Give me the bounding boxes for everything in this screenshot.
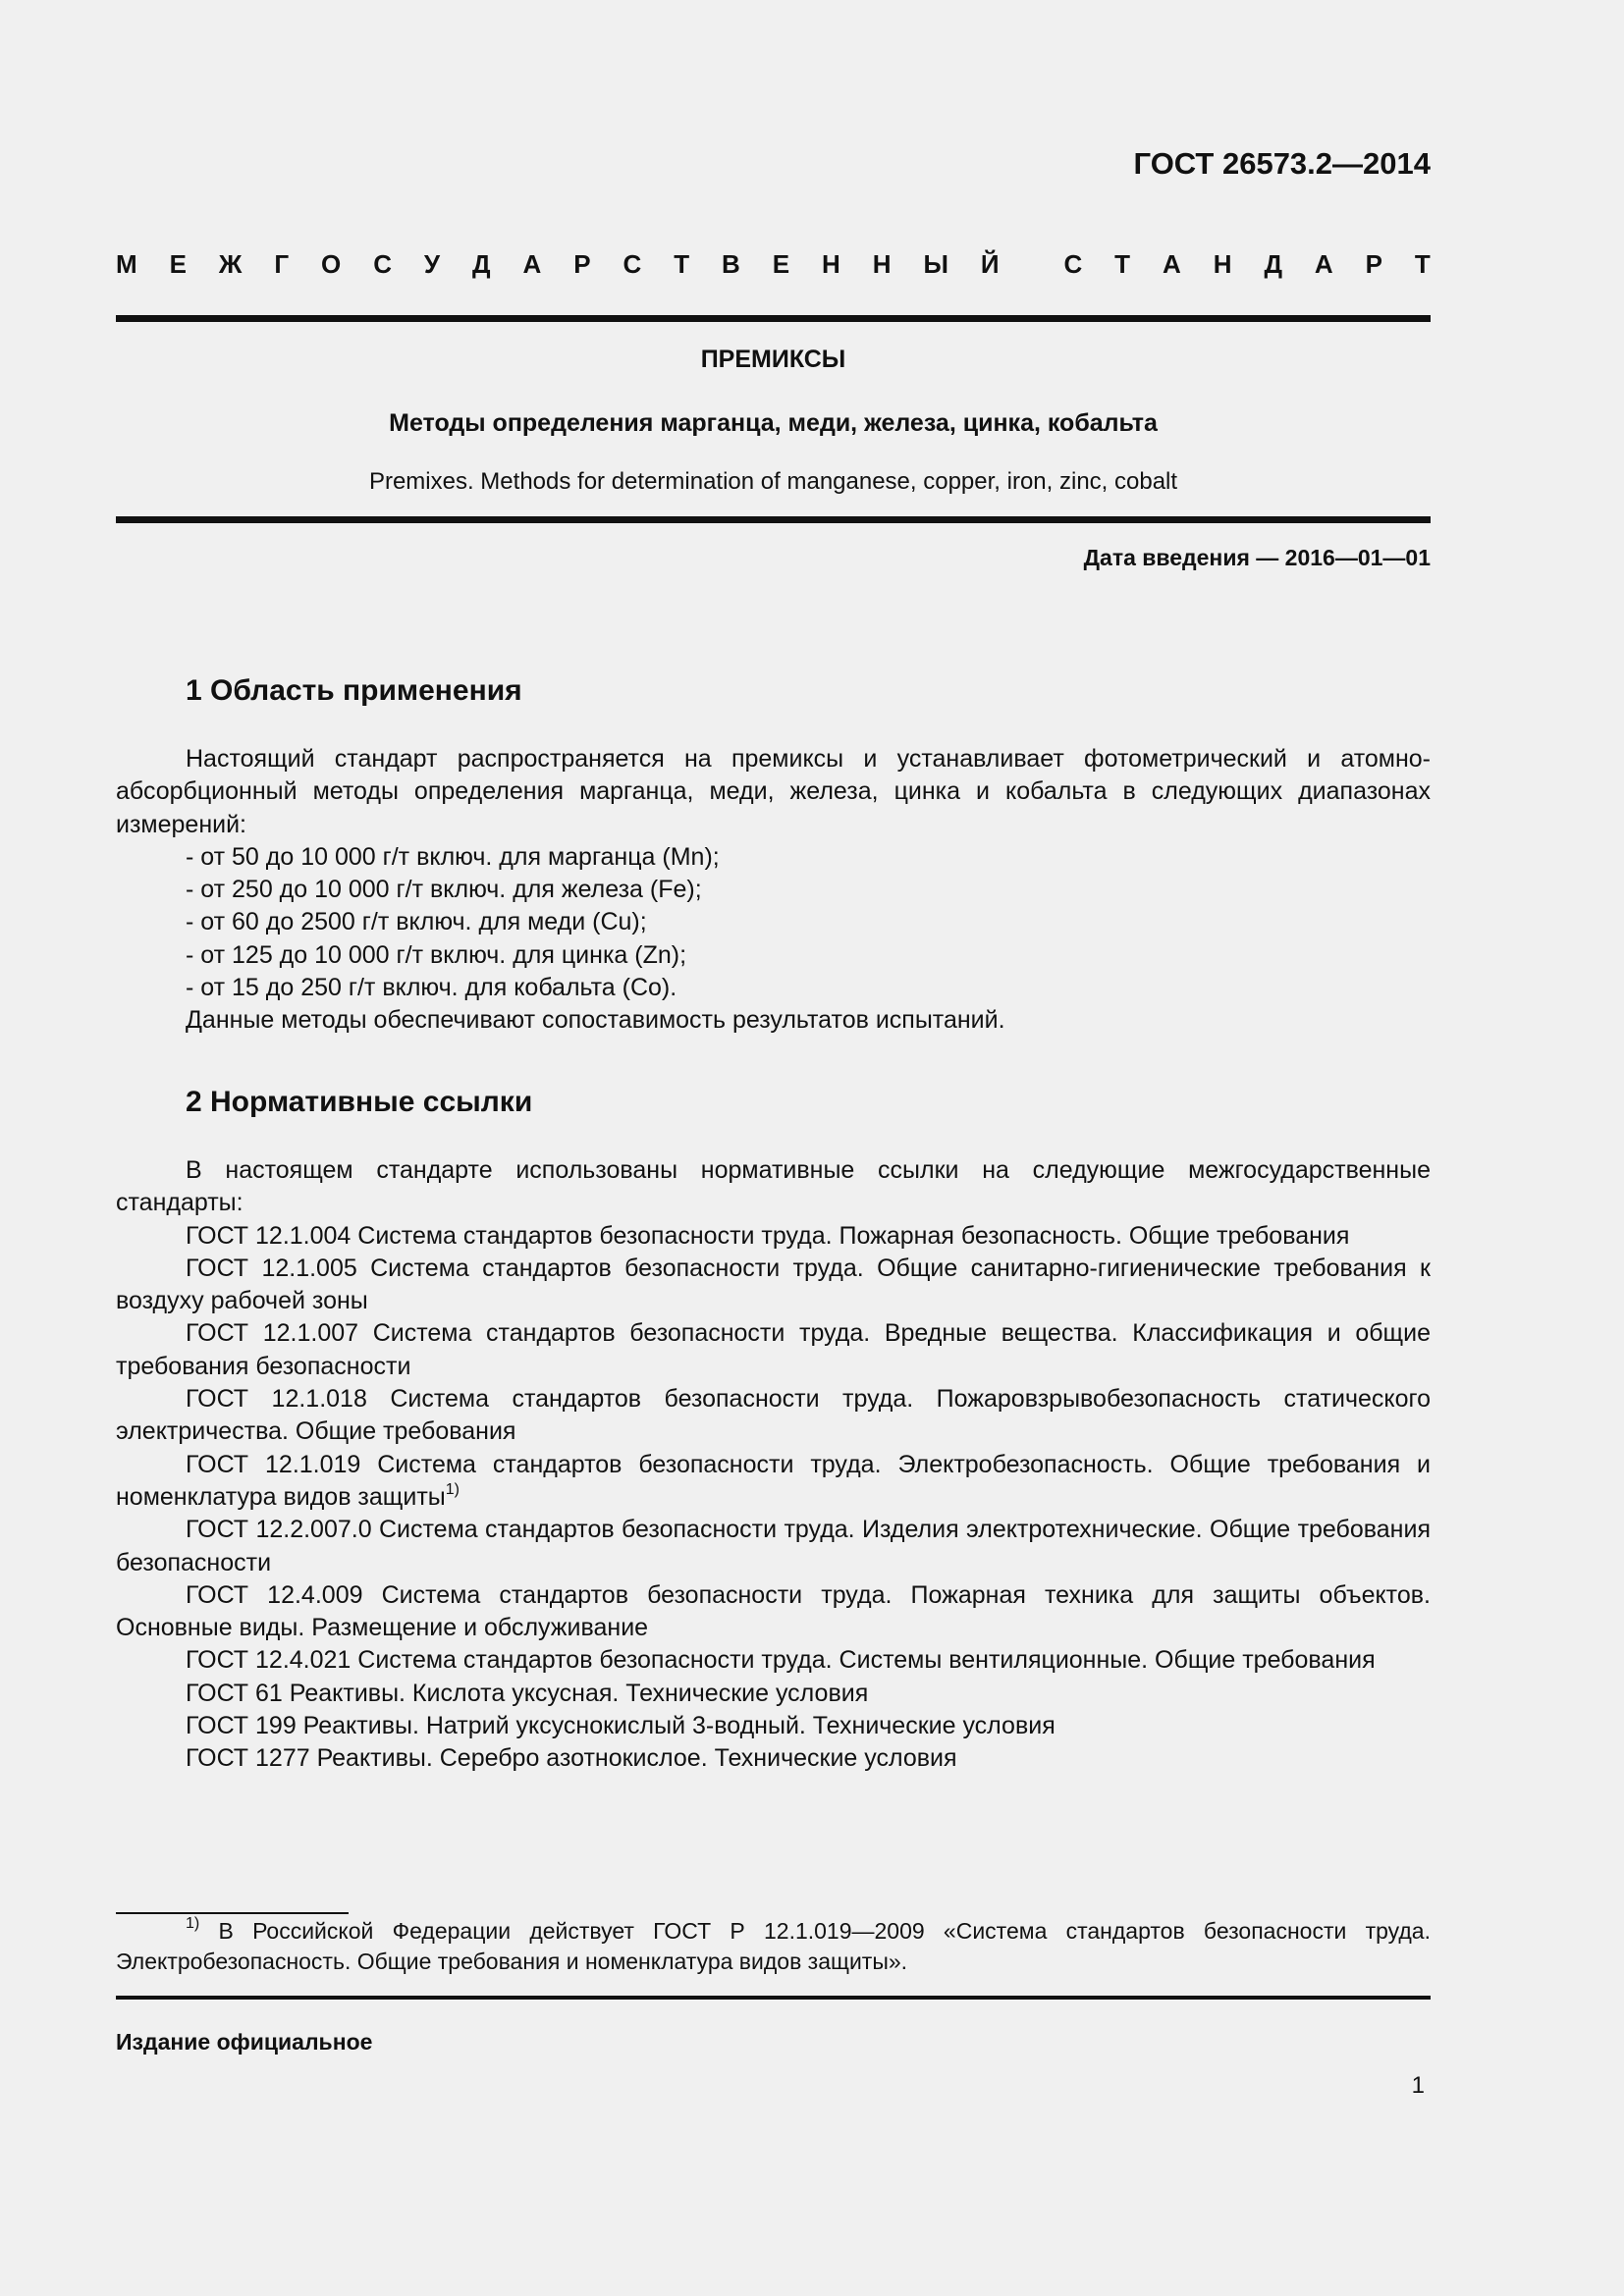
category-letter: Г xyxy=(274,249,290,279)
category-letter: М xyxy=(116,249,137,279)
category-letter: А xyxy=(1314,249,1333,279)
reference-item: ГОСТ 12.4.021 Система стандартов безопасности труда. Системы вентиляционные. Общие требования xyxy=(186,1646,1376,1675)
category-letter: С xyxy=(1063,249,1083,279)
section-1-paragraph: Настоящий стандарт распространяется на премиксы и устанавливает фотометрический и атомно-абсорбционный методы определения марганца, меди, железа, цинка и кобальта в следующих диапазонах измерений: xyxy=(116,745,1431,838)
footnote-paragraph xyxy=(116,1916,1431,1977)
reference-item xyxy=(116,1449,1431,1515)
range-item: - от 125 до 10 000 г/т включ. для цинка (Zn); xyxy=(186,940,687,969)
footer-rule xyxy=(116,1996,1431,2000)
footnote-marker: 1) xyxy=(186,1915,200,1933)
section-1-heading: 1 Область применения xyxy=(186,674,522,707)
english-title: Premixes. Methods for determination of manganese, copper, iron, zinc, cobalt xyxy=(368,468,1178,495)
footnote-separator xyxy=(116,1912,349,1914)
category-letter: Н xyxy=(822,249,840,279)
category-letter: У xyxy=(423,249,441,279)
category-letter: С xyxy=(623,249,642,279)
reference-item: ГОСТ 1277 Реактивы. Серебро азотнокислое. Технические условия xyxy=(186,1744,957,1773)
footnote-reference: 1) xyxy=(445,1480,460,1498)
category-letter: Ж xyxy=(218,249,243,279)
category-letter: Р xyxy=(573,249,591,279)
category-letter: Д xyxy=(1264,249,1282,279)
category-letter: С xyxy=(373,249,392,279)
section-1-body xyxy=(116,743,1431,1038)
section-2-heading: 2 Нормативные ссылки xyxy=(186,1086,533,1118)
edition-label: Издание официальное xyxy=(116,2029,373,2055)
top-rule xyxy=(116,315,1431,322)
category-letter: Т xyxy=(674,249,690,279)
introduction-date: Дата введения — 2016—01—01 xyxy=(1083,545,1431,570)
category-letter: А xyxy=(1163,249,1181,279)
title-bottom-rule xyxy=(116,516,1431,523)
reference-item: ГОСТ 12.4.009 Система стандартов безопасности труда. Пожарная техника для защиты объектов. Основные виды. Размещение и обслуживание xyxy=(116,1580,1431,1642)
reference-item: ГОСТ 199 Реактивы. Натрий уксуснокислый 3-водный. Технические условия xyxy=(186,1712,1056,1740)
document-subtitle: Методы определения марганца, меди, железа, цинка, кобальта xyxy=(389,409,1158,437)
category-letter: В xyxy=(722,249,740,279)
section-2-intro: В настоящем стандарте использованы нормативные ссылки на следующие межгосударственные стандарты: xyxy=(116,1156,1431,1217)
category-letter: Й xyxy=(980,249,1000,279)
category-letter: О xyxy=(321,249,342,279)
category-letter: А xyxy=(522,249,542,279)
range-item: - от 250 до 10 000 г/т включ. для железа (Fe); xyxy=(186,876,702,904)
reference-item: ГОСТ 12.1.018 Система стандартов безопасности труда. Пожаровзрывобезопасность статического электричества. Общие требования xyxy=(116,1385,1431,1446)
reference-item: ГОСТ 12.1.007 Система стандартов безопасности труда. Вредные вещества. Классификация и общие требования безопасности xyxy=(116,1319,1431,1380)
footnote-text: В Российской Федерации действует ГОСТ Р 12.1.019—2009 «Система стандартов безопасности труда. Электробезопасность. Общие требования и номенклатура видов защиты». xyxy=(116,1918,1431,1974)
reference-text: ГОСТ 12.1.019 Система стандартов безопасности труда. Электробезопасность. Общие требования и номенклатура видов защиты xyxy=(116,1450,1431,1511)
reference-item: ГОСТ 12.1.005 Система стандартов безопасности труда. Общие санитарно-гигиенические требования к воздуху рабочей зоны xyxy=(116,1254,1431,1315)
category-letter: Е xyxy=(169,249,187,279)
reference-item: ГОСТ 12.2.007.0 Система стандартов безопасности труда. Изделия электротехнические. Общие требования безопасности xyxy=(116,1516,1431,1576)
category-letter: Т xyxy=(1114,249,1131,279)
range-item: - от 50 до 10 000 г/т включ. для марганца (Mn); xyxy=(186,842,720,871)
section-1-closing: Данные методы обеспечивают сопоставимость результатов испытаний. xyxy=(186,1006,1005,1035)
reference-item: ГОСТ 12.1.004 Система стандартов безопасности труда. Пожарная безопасность. Общие требования xyxy=(186,1221,1350,1250)
range-item: - от 15 до 250 г/т включ. для кобальта (Co). xyxy=(186,974,677,1002)
reference-item: ГОСТ 61 Реактивы. Кислота уксусная. Технические условия xyxy=(186,1679,869,1707)
category-letter: Н xyxy=(1213,249,1232,279)
category-letter: Н xyxy=(872,249,892,279)
category-letter: Т xyxy=(1414,249,1431,279)
standard-number: ГОСТ 26573.2—2014 xyxy=(1133,146,1431,181)
category-letter: Ы xyxy=(923,249,948,279)
category-letter: Р xyxy=(1365,249,1382,279)
page-number: 1 xyxy=(1411,2072,1425,2099)
range-item: - от 60 до 2500 г/т включ. для меди (Cu); xyxy=(186,908,647,936)
document-title: ПРЕМИКСЫ xyxy=(700,346,846,373)
standard-category-heading xyxy=(116,249,1431,280)
category-letter: Е xyxy=(772,249,790,279)
section-2-body xyxy=(116,1154,1431,1776)
footnote xyxy=(116,1916,1431,1977)
category-letter: Д xyxy=(472,249,491,279)
